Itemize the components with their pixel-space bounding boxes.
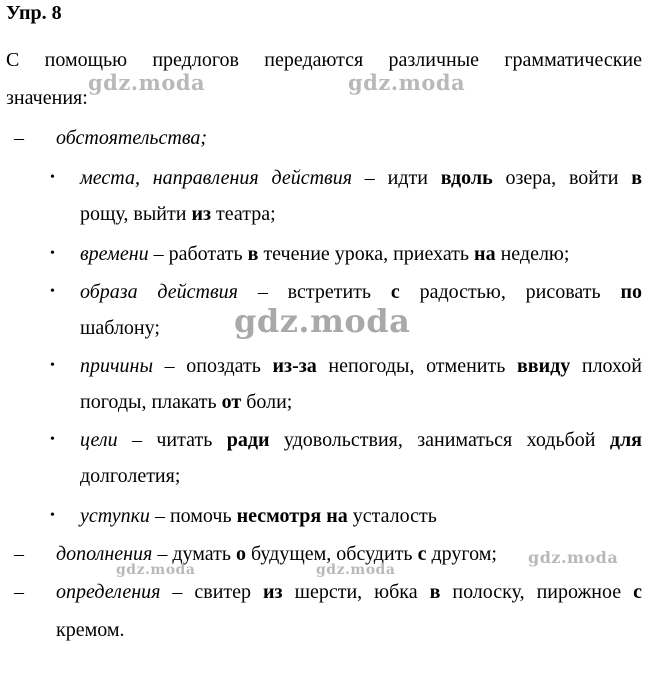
watermark: gdz.moda <box>316 562 396 578</box>
watermark: gdz.moda <box>348 70 466 95</box>
dash-marker: – <box>14 543 24 565</box>
bullet-marker: • <box>50 284 55 299</box>
bullet-marker: • <box>50 432 55 447</box>
exercise-title: Упр. 8 <box>6 2 62 24</box>
group-label: обстоятельства; <box>56 127 208 149</box>
dash-marker: – <box>14 127 24 149</box>
intro-line-2: значения: <box>6 87 88 109</box>
exercise-page: Упр. 8 С помощью предлогов передаются различные грамматические значения: – обстоятельства; • места, направления действия – идти вдоль озера, войти в рощу, выйти из театра; • времени – работать в течение урока, приехать на неделю; • образа действия – встретить с радостью, рисовать по шаблону; • причины – опоздать из-за непогоды, отменить ввиду плохой погоды, плакать от боли; • цели – читать ради удовольствия, заниматься ходьбой для долголетия; • уступки – помочь несмотря на усталость – дополнения – думать о будущем, обсудить с другом; – определения – свитер из шерсти, юбка в полоску, пирожное с кремом. gdz.moda gdz.moda gdz.moda gdz.moda gdz.moda gdz.moda <box>6 2 643 641</box>
bullet-marker: • <box>50 170 55 185</box>
bullet-marker: • <box>50 246 55 261</box>
watermark: gdz.moda <box>528 548 619 567</box>
intro-line-1: С помощью предлогов передаются различные грамматические <box>6 49 642 71</box>
dash-marker: – <box>14 581 24 603</box>
intro-paragraph <box>6 41 642 117</box>
bullet-marker: • <box>50 358 55 373</box>
watermark: gdz.moda <box>88 70 206 95</box>
watermark: gdz.moda <box>234 302 411 340</box>
watermark: gdz.moda <box>116 562 196 578</box>
bullet-marker: • <box>50 508 55 523</box>
